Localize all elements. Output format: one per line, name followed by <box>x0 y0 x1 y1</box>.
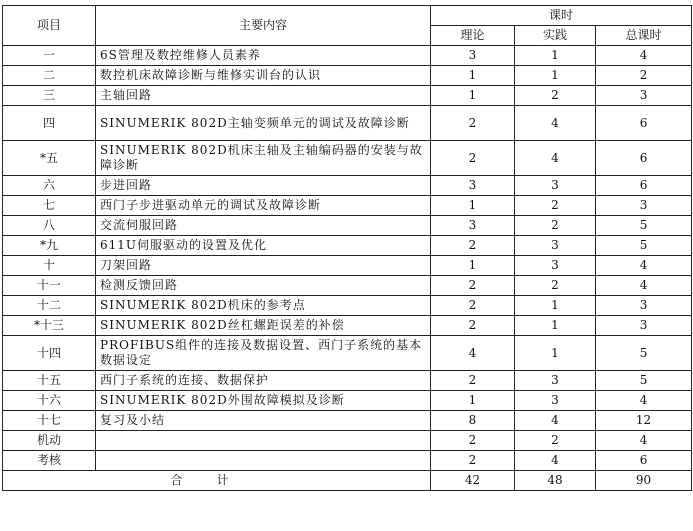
table-row <box>3 316 692 336</box>
row-theory: 1 <box>431 66 515 86</box>
row-item: 八 <box>3 216 96 236</box>
table-row <box>3 276 692 296</box>
row-practice: 3 <box>515 256 596 276</box>
table-row <box>3 371 692 391</box>
row-item: 三 <box>3 86 96 106</box>
row-practice: 1 <box>515 296 596 316</box>
row-total: 4 <box>596 276 692 296</box>
row-item: 十六 <box>3 391 96 411</box>
row-item: *十三 <box>3 316 96 336</box>
row-total: 3 <box>596 86 692 106</box>
row-item: 一 <box>3 46 96 66</box>
table-row <box>3 296 692 316</box>
row-theory: 2 <box>431 236 515 256</box>
table-row <box>3 256 692 276</box>
row-total: 3 <box>596 316 692 336</box>
row-theory: 1 <box>431 391 515 411</box>
row-item: 十 <box>3 256 96 276</box>
row-total: 6 <box>596 176 692 196</box>
row-theory: 2 <box>431 296 515 316</box>
row-theory: 2 <box>431 141 515 176</box>
row-item: 十七 <box>3 411 96 431</box>
table-row <box>3 236 692 256</box>
row-practice: 1 <box>515 336 596 371</box>
row-content: 交流伺服回路 <box>96 216 431 236</box>
summary-theory: 42 <box>431 471 515 491</box>
row-total: 5 <box>596 336 692 371</box>
row-total: 4 <box>596 46 692 66</box>
row-practice: 1 <box>515 46 596 66</box>
header-practice: 实践 <box>515 26 596 46</box>
row-content: 数控机床故障诊断与维修实训台的认识 <box>96 66 431 86</box>
row-practice: 2 <box>515 431 596 451</box>
row-content: 611U伺服驱动的设置及优化 <box>96 236 431 256</box>
header-theory: 理论 <box>431 26 515 46</box>
summary-label: 合计 <box>3 471 431 491</box>
row-item: 二 <box>3 66 96 86</box>
row-item: *九 <box>3 236 96 256</box>
course-hours-table <box>2 5 692 491</box>
row-practice: 3 <box>515 391 596 411</box>
row-content: SINUMERIK 802D机床的参考点 <box>96 296 431 316</box>
row-practice: 2 <box>515 196 596 216</box>
row-item: 十四 <box>3 336 96 371</box>
header-item: 项目 <box>3 6 96 46</box>
row-item: 十二 <box>3 296 96 316</box>
table-row <box>3 176 692 196</box>
summary-total: 90 <box>596 471 692 491</box>
row-practice: 4 <box>515 411 596 431</box>
table-row <box>3 106 692 141</box>
table-row <box>3 66 692 86</box>
row-content: 复习及小结 <box>96 411 431 431</box>
row-item: 考核 <box>3 451 96 471</box>
row-practice: 4 <box>515 451 596 471</box>
row-item: 四 <box>3 106 96 141</box>
row-content: SINUMERIK 802D丝杠螺距误差的补偿 <box>96 316 431 336</box>
summary-practice: 48 <box>515 471 596 491</box>
table-row <box>3 86 692 106</box>
row-total: 5 <box>596 216 692 236</box>
row-practice: 3 <box>515 176 596 196</box>
row-theory: 1 <box>431 256 515 276</box>
row-total: 4 <box>596 391 692 411</box>
row-theory: 2 <box>431 276 515 296</box>
row-practice: 4 <box>515 106 596 141</box>
table-row <box>3 196 692 216</box>
table-row <box>3 46 692 66</box>
row-total: 6 <box>596 451 692 471</box>
row-theory: 2 <box>431 431 515 451</box>
row-item: *五 <box>3 141 96 176</box>
row-content: 主轴回路 <box>96 86 431 106</box>
table-row <box>3 336 692 371</box>
row-total: 12 <box>596 411 692 431</box>
row-item: 六 <box>3 176 96 196</box>
table-row <box>3 216 692 236</box>
row-total: 2 <box>596 66 692 86</box>
row-practice: 2 <box>515 216 596 236</box>
row-item: 十一 <box>3 276 96 296</box>
row-theory: 3 <box>431 216 515 236</box>
row-total: 3 <box>596 196 692 216</box>
row-practice: 2 <box>515 86 596 106</box>
row-content: SINUMERIK 802D机床主轴及主轴编码器的安装与故障诊断 <box>96 141 431 176</box>
table-row <box>3 141 692 176</box>
row-total: 5 <box>596 371 692 391</box>
header-content: 主要内容 <box>96 6 431 46</box>
table-row <box>3 411 692 431</box>
table-body <box>3 46 692 471</box>
row-practice: 4 <box>515 141 596 176</box>
table-row <box>3 391 692 411</box>
row-practice: 1 <box>515 316 596 336</box>
table-row <box>3 431 692 451</box>
row-total: 6 <box>596 106 692 141</box>
row-total: 5 <box>596 236 692 256</box>
row-content: 6S管理及数控维修人员素养 <box>96 46 431 66</box>
row-content: 西门子系统的连接、数据保护 <box>96 371 431 391</box>
row-content: 刀架回路 <box>96 256 431 276</box>
row-total: 6 <box>596 141 692 176</box>
row-theory: 2 <box>431 316 515 336</box>
row-theory: 3 <box>431 176 515 196</box>
row-theory: 3 <box>431 46 515 66</box>
row-content <box>96 431 431 451</box>
row-content: 西门子步进驱动单元的调试及故障诊断 <box>96 196 431 216</box>
row-theory: 2 <box>431 371 515 391</box>
row-practice: 2 <box>515 276 596 296</box>
row-theory: 2 <box>431 106 515 141</box>
header-hours: 课时 <box>431 6 692 26</box>
row-content: 步进回路 <box>96 176 431 196</box>
row-practice: 3 <box>515 371 596 391</box>
row-practice: 1 <box>515 66 596 86</box>
row-item: 十五 <box>3 371 96 391</box>
row-content: PROFIBUS组件的连接及数据设置、西门子系统的基本数据设定 <box>96 336 431 371</box>
row-theory: 1 <box>431 86 515 106</box>
row-theory: 1 <box>431 196 515 216</box>
row-item: 七 <box>3 196 96 216</box>
table-row <box>3 451 692 471</box>
row-item: 机动 <box>3 431 96 451</box>
row-content: SINUMERIK 802D外围故障模拟及诊断 <box>96 391 431 411</box>
row-content: SINUMERIK 802D主轴变频单元的调试及故障诊断 <box>96 106 431 141</box>
row-theory: 4 <box>431 336 515 371</box>
row-theory: 8 <box>431 411 515 431</box>
row-content: 检测反馈回路 <box>96 276 431 296</box>
summary-row <box>3 471 692 491</box>
row-total: 4 <box>596 431 692 451</box>
header-total: 总课时 <box>596 26 692 46</box>
row-total: 4 <box>596 256 692 276</box>
row-theory: 2 <box>431 451 515 471</box>
row-content <box>96 451 431 471</box>
row-practice: 3 <box>515 236 596 256</box>
row-total: 3 <box>596 296 692 316</box>
